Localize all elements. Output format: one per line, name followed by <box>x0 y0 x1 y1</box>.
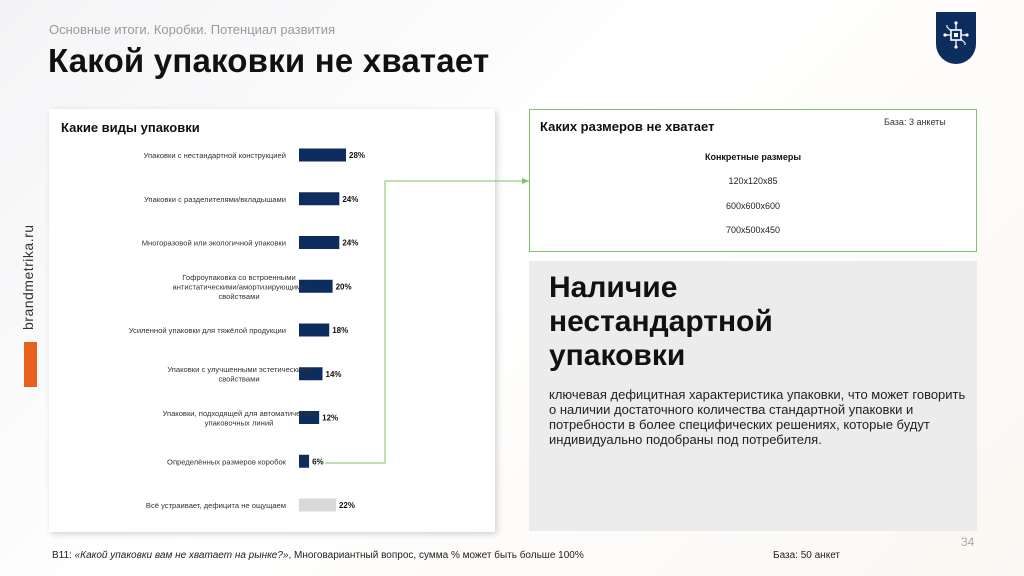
bar-value-label: 22% <box>338 501 355 510</box>
size-item: 700х500х450 <box>725 225 781 235</box>
page-title: Какой упаковки не хватает <box>48 42 490 79</box>
question-text: «Какой упаковки вам не хватает на рынке?» <box>74 550 289 561</box>
category-label: Гофроупаковка со встроенными антистатическими/амортизирующими свойствами <box>172 272 306 301</box>
bar-value-label: 6% <box>312 457 324 467</box>
sizes-base: База: 3 анкеты <box>884 117 946 127</box>
bar-value-label: 12% <box>322 413 339 423</box>
chart-title: Какие виды упаковки <box>61 120 200 135</box>
bar-value-label: 20% <box>335 282 352 292</box>
page-number: 34 <box>961 535 975 549</box>
insight-heading: Наличие нестандартной упаковки <box>549 271 773 372</box>
bar-value-label: 18% <box>332 326 349 335</box>
category-label: Упаковки, подходящей для автоматических упаковочных линий <box>162 408 316 428</box>
category-label: Упаковки с нестандартной конструкцией <box>143 151 286 160</box>
footnote-base: База: 50 анкет <box>773 550 840 561</box>
size-item: 120х120х85 <box>728 176 778 186</box>
category-label: Определённых размеров коробок <box>167 457 286 467</box>
category-label: Упаковки с улучшенными эстетическими свойствами <box>167 365 311 384</box>
breadcrumb: Основные итоги. Коробки. Потенциал развития <box>49 22 336 37</box>
bar-value-label: 24% <box>342 194 359 204</box>
size-item: 600х600х600 <box>725 201 781 211</box>
category-label: Усиленной упаковки для тяжёлой продукции <box>128 326 286 335</box>
question-code: B11: <box>52 550 75 561</box>
footnote <box>52 550 584 561</box>
category-label: Всё устраивает, дефицита не ощущаем <box>145 501 286 510</box>
bar-value-label: 14% <box>325 369 342 379</box>
sizes-card <box>529 109 977 252</box>
bar-value-label: 28% <box>349 151 366 160</box>
insight-card <box>529 261 977 531</box>
insight-body: ключевая дефицитная характеристика упаковки, что может говорить о наличии достаточного количества стандартной упаковки и потребности в более специфических решениях, которые будут индивидуально подобраны под потребителя. <box>549 387 966 447</box>
category-label: Многоразовой или экологичной упаковки <box>141 238 286 248</box>
sizes-title: Каких размеров не хватает <box>540 119 715 134</box>
question-note: , Многовариантный вопрос, сумма % может быть больше 100% <box>288 550 584 561</box>
category-label: Упаковки с разделителями/вкладышами <box>143 194 286 204</box>
sizes-heading: Конкретные размеры <box>704 152 802 162</box>
side-brand-text: brandmetrika.ru <box>20 224 36 330</box>
bar-value-label: 24% <box>342 238 359 248</box>
